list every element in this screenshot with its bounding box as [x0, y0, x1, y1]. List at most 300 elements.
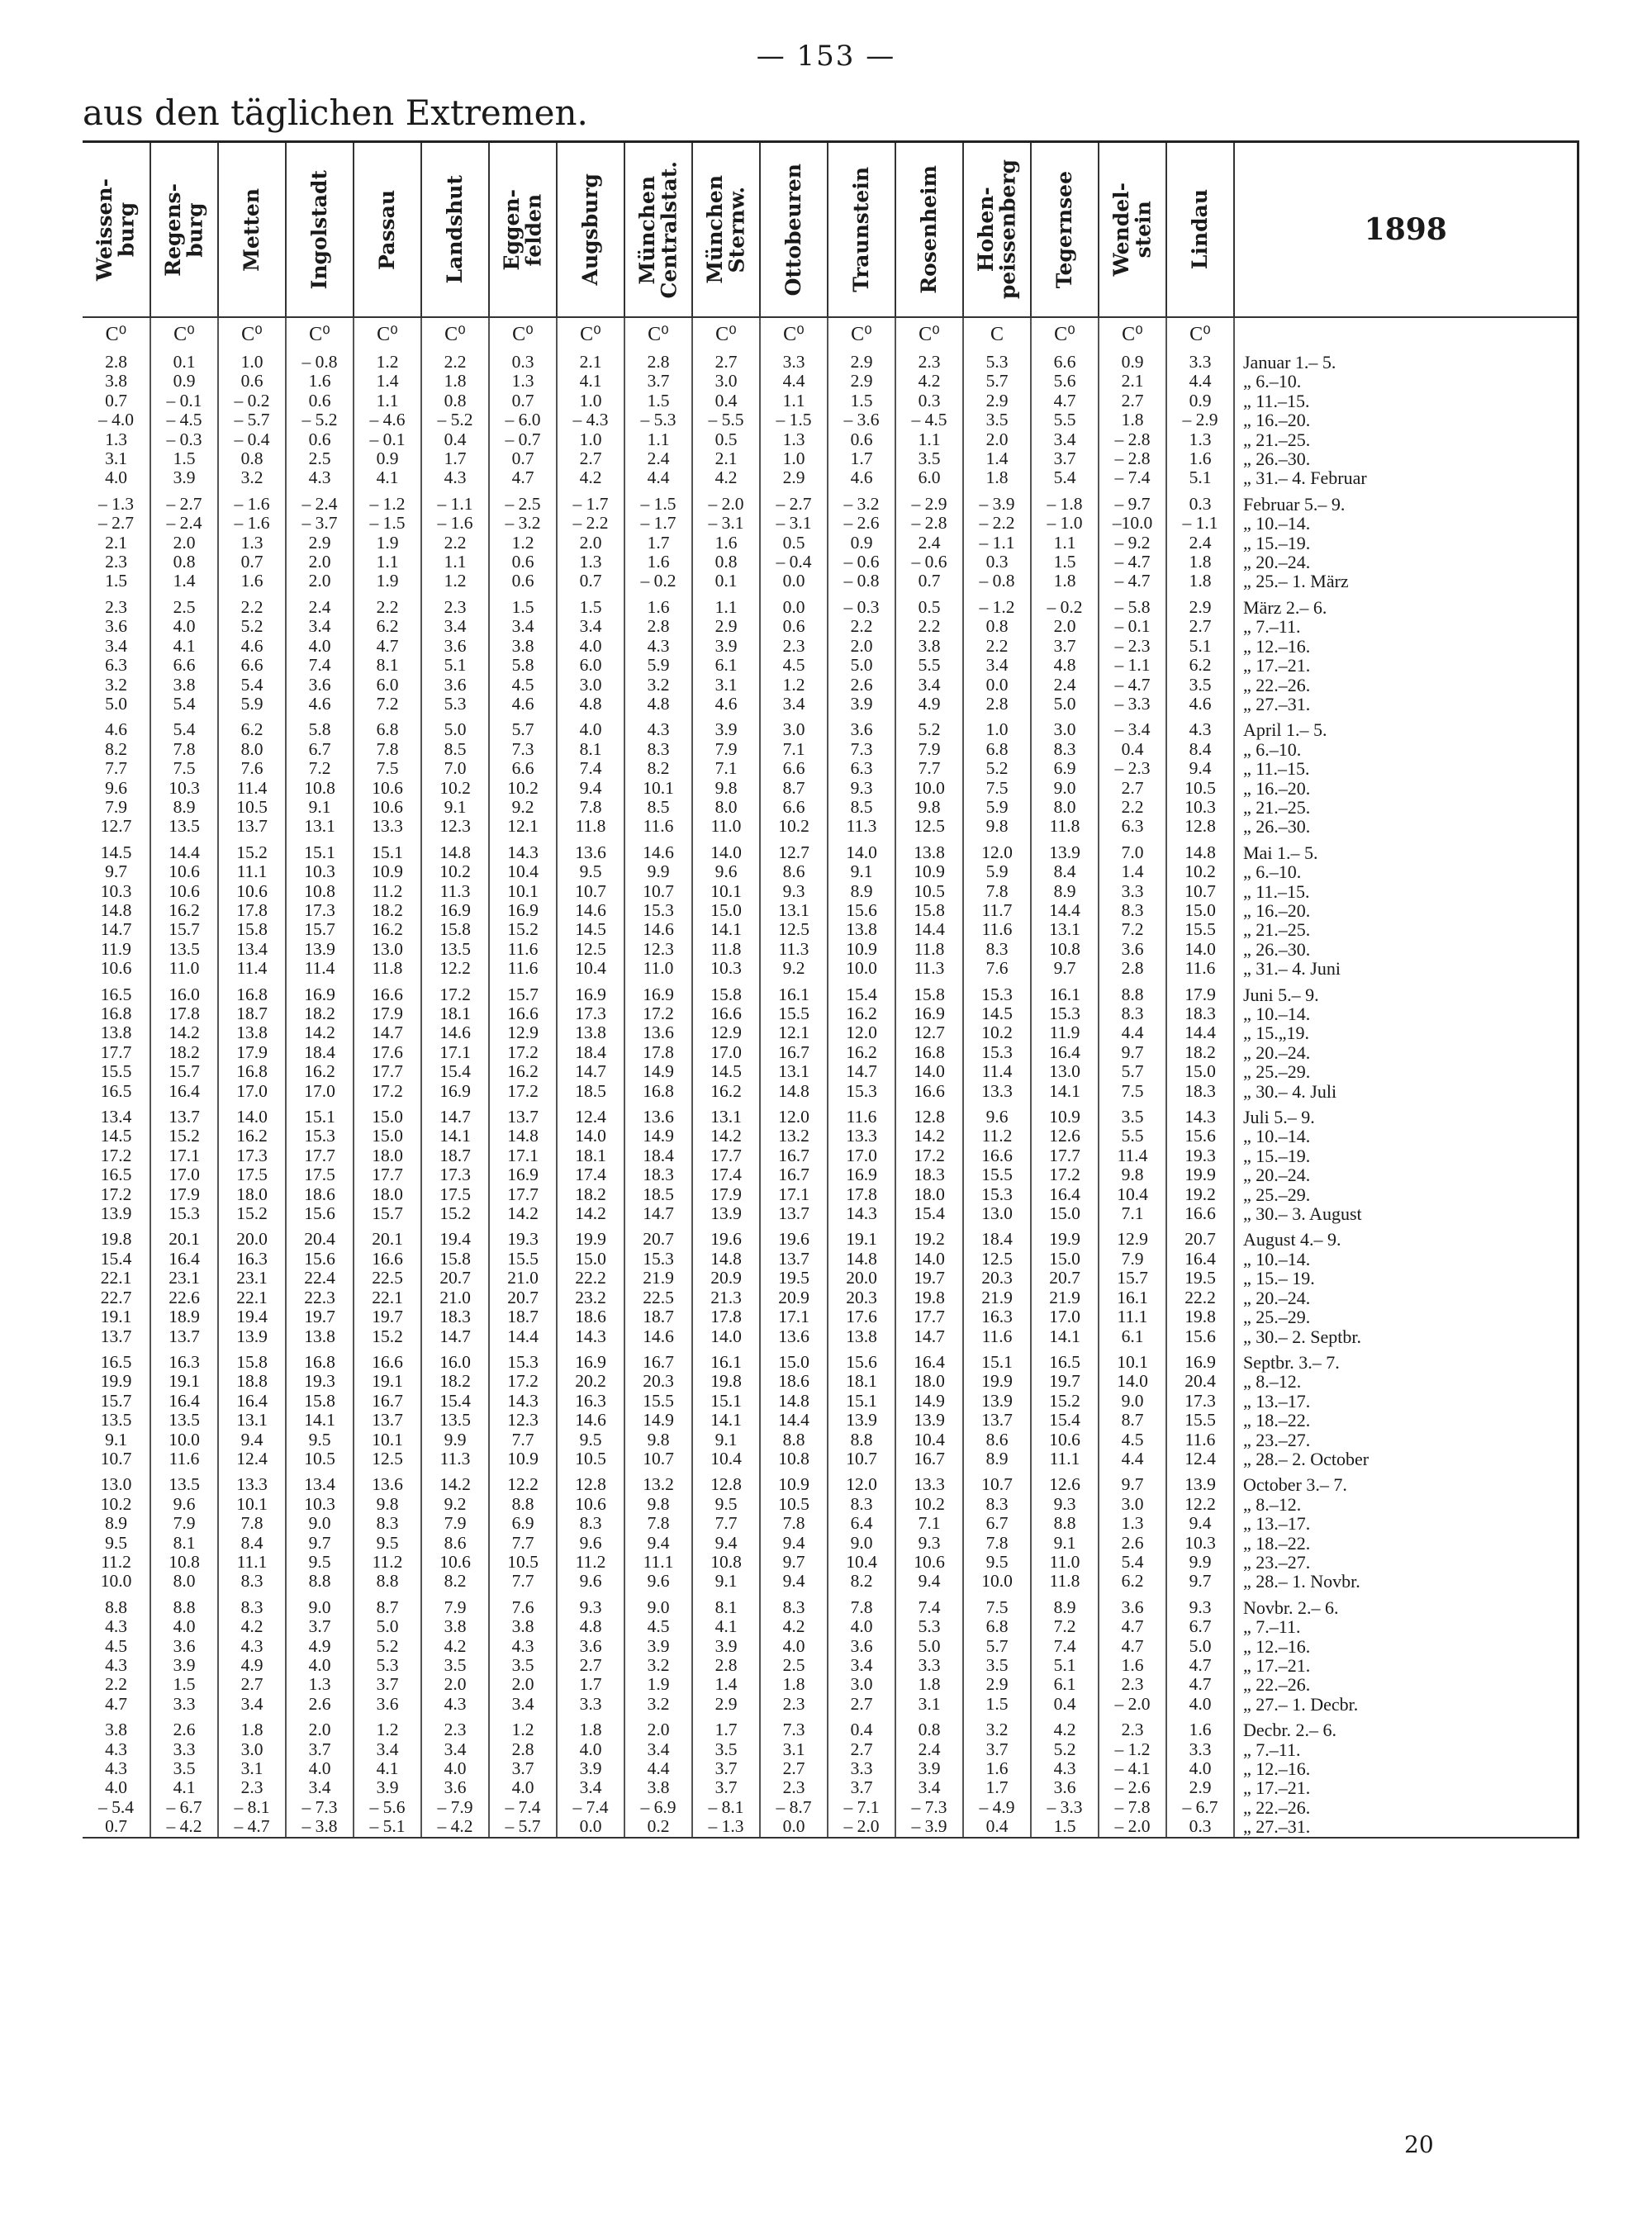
value-cell: 16.6: [692, 1004, 760, 1023]
value-cell: 2.3: [1099, 1720, 1166, 1739]
value-cell: 8.3: [760, 1598, 828, 1617]
period-cell: „ 15.–19.: [1234, 534, 1578, 553]
value-cell: 2.4: [895, 1740, 963, 1759]
value-cell: 17.0: [828, 1146, 895, 1165]
value-cell: 16.9: [489, 901, 557, 920]
value-cell: 14.0: [895, 1062, 963, 1081]
value-cell: 3.0: [1099, 1495, 1166, 1514]
value-cell: 12.0: [963, 843, 1031, 862]
value-cell: 22.1: [100, 1268, 132, 1288]
value-cell: 2.3: [760, 637, 828, 656]
value-cell: – 5.5: [692, 410, 760, 429]
period-cell: Juli 5.– 9.: [1234, 1108, 1578, 1127]
value-cell: 1.5: [624, 391, 692, 410]
value-cell: 0.6: [489, 572, 557, 591]
group-spacer: [83, 714, 1578, 720]
table-row: [83, 1572, 1578, 1591]
value-cell: – 0.1: [1099, 617, 1166, 636]
value-cell: 13.6: [354, 1475, 421, 1494]
value-cell: 3.7: [963, 1740, 1031, 1759]
value-cell: 2.7: [1099, 391, 1166, 410]
value-cell: 9.5: [692, 1495, 760, 1514]
value-cell: 0.8: [150, 553, 218, 572]
value-cell: 12.4: [1166, 1450, 1234, 1468]
value-cell: – 0.6: [828, 553, 895, 572]
table-row: [83, 656, 1578, 675]
value-cell: 8.9: [1031, 882, 1099, 901]
value-cell: 11.8: [557, 817, 624, 836]
value-cell: 18.0: [218, 1185, 286, 1204]
value-cell: – 4.5: [150, 410, 218, 429]
value-cell: 5.7: [963, 372, 1031, 391]
period-cell: „ 7.–11.: [1234, 1617, 1578, 1636]
value-cell: 3.8: [105, 1720, 127, 1740]
value-cell: 3.8: [421, 1617, 489, 1636]
table-row: [83, 449, 1578, 468]
value-cell: 0.3: [1166, 1817, 1234, 1837]
value-cell: 9.6: [624, 1572, 692, 1591]
value-cell: 19.6: [760, 1230, 828, 1249]
value-cell: 0.0: [760, 1817, 828, 1837]
value-cell: 0.6: [218, 372, 286, 391]
value-cell: 2.1: [557, 353, 624, 372]
value-cell: 3.6: [286, 676, 354, 695]
value-cell: 10.6: [557, 1495, 624, 1514]
value-cell: 16.4: [1166, 1250, 1234, 1269]
value-cell: 20.1: [354, 1230, 421, 1249]
value-cell: 2.0: [963, 430, 1031, 449]
value-cell: 17.2: [489, 1372, 557, 1391]
value-cell: 13.4: [218, 940, 286, 959]
value-cell: 17.8: [624, 1043, 692, 1062]
table-row: [83, 1185, 1578, 1204]
period-cell: „ 6.–10.: [1234, 862, 1578, 881]
value-cell: – 2.0: [1099, 1817, 1166, 1837]
value-cell: – 5.2: [421, 410, 489, 429]
value-cell: 1.3: [760, 430, 828, 449]
value-cell: 5.4: [150, 720, 218, 739]
value-cell: 13.7: [354, 1411, 421, 1430]
value-cell: 15.7: [354, 1204, 421, 1223]
value-cell: 3.2: [624, 1656, 692, 1675]
value-cell: 0.7: [83, 1817, 150, 1837]
value-cell: – 7.4: [489, 1798, 557, 1817]
value-cell: 8.2: [105, 738, 127, 759]
value-cell: – 2.0: [1099, 1695, 1166, 1714]
table-row: [83, 468, 1578, 487]
value-cell: 4.9: [895, 695, 963, 714]
value-cell: 10.7: [624, 882, 692, 901]
table-row: [83, 1553, 1578, 1572]
value-cell: 8.5: [624, 798, 692, 817]
value-cell: 1.4: [692, 1675, 760, 1694]
table-row: [83, 1392, 1578, 1411]
period-cell: „ 25.–29.: [1234, 1185, 1578, 1204]
value-cell: 2.9: [963, 391, 1031, 410]
period-cell: „ 25.– 1. März: [1234, 572, 1578, 591]
value-cell: – 3.1: [760, 514, 828, 533]
value-cell: 17.9: [354, 1004, 421, 1023]
period-cell: Juni 5.– 9.: [1234, 985, 1578, 1004]
value-cell: 17.4: [557, 1165, 624, 1184]
value-cell: 16.7: [895, 1450, 963, 1468]
value-cell: 10.6: [218, 882, 286, 901]
value-cell: 4.0: [557, 1740, 624, 1759]
period-cell: „ 7.–11.: [1234, 617, 1578, 636]
table-row: [83, 1165, 1578, 1184]
value-cell: 3.4: [105, 635, 127, 656]
value-cell: 9.0: [286, 1598, 354, 1617]
value-cell: 2.7: [692, 353, 760, 372]
value-cell: 0.3: [489, 353, 557, 372]
value-cell: 12.9: [1099, 1230, 1166, 1249]
value-cell: 9.0: [828, 1534, 895, 1553]
table-row: [83, 1759, 1578, 1778]
value-cell: – 5.4: [98, 1796, 134, 1817]
value-cell: 14.3: [489, 843, 557, 862]
value-cell: 3.6: [150, 1637, 218, 1656]
period-cell: „ 22.–26.: [1234, 1798, 1578, 1817]
value-cell: 9.1: [421, 798, 489, 817]
value-cell: 14.7: [421, 1108, 489, 1127]
value-cell: 15.1: [692, 1392, 760, 1411]
value-cell: – 7.9: [421, 1798, 489, 1817]
value-cell: 0.6: [760, 617, 828, 636]
value-cell: – 7.8: [1099, 1798, 1166, 1817]
value-cell: 10.5: [895, 882, 963, 901]
value-cell: 2.0: [421, 1675, 489, 1694]
station-name: Metten: [239, 187, 263, 272]
value-cell: 10.8: [286, 779, 354, 798]
value-cell: 3.4: [624, 1740, 692, 1759]
value-cell: 6.3: [105, 655, 127, 676]
value-cell: – 6.7: [1166, 1798, 1234, 1817]
value-cell: 9.8: [624, 1431, 692, 1450]
value-cell: 14.0: [895, 1250, 963, 1269]
value-cell: 12.8: [1166, 817, 1234, 836]
value-cell: – 2.2: [963, 514, 1031, 533]
value-cell: 16.0: [150, 985, 218, 1004]
period-cell: „ 17.–21.: [1234, 656, 1578, 675]
value-cell: 17.3: [1166, 1392, 1234, 1411]
value-cell: 4.2: [895, 372, 963, 391]
value-cell: 9.3: [1166, 1598, 1234, 1617]
station-header: [895, 142, 963, 318]
value-cell: 17.7: [286, 1146, 354, 1165]
value-cell: 5.9: [963, 862, 1031, 881]
value-cell: 9.6: [105, 777, 127, 798]
value-cell: 8.2: [624, 759, 692, 778]
value-cell: 12.3: [489, 1411, 557, 1430]
value-cell: 8.6: [760, 862, 828, 881]
value-cell: 6.9: [489, 1514, 557, 1533]
value-cell: 12.2: [421, 959, 489, 978]
value-cell: 2.8: [105, 352, 127, 372]
value-cell: 9.6: [150, 1495, 218, 1514]
value-cell: 8.9: [828, 882, 895, 901]
value-cell: 9.5: [286, 1553, 354, 1572]
period-cell: „ 12.–16.: [1234, 1637, 1578, 1656]
value-cell: 15.0: [557, 1250, 624, 1269]
value-cell: 5.0: [105, 693, 127, 714]
value-cell: 14.2: [286, 1023, 354, 1042]
value-cell: 11.1: [624, 1553, 692, 1572]
value-cell: – 3.2: [828, 495, 895, 514]
value-cell: 4.3: [421, 468, 489, 487]
period-cell: „ 22.–26.: [1234, 1675, 1578, 1694]
value-cell: 5.1: [1166, 637, 1234, 656]
value-cell: 10.3: [286, 1495, 354, 1514]
value-cell: 1.5: [557, 598, 624, 617]
value-cell: 18.3: [1166, 1082, 1234, 1101]
value-cell: 17.7: [895, 1307, 963, 1326]
value-cell: 19.7: [354, 1307, 421, 1326]
value-cell: 15.3: [286, 1127, 354, 1146]
value-cell: 3.4: [218, 1695, 286, 1714]
value-cell: 1.2: [421, 572, 489, 591]
value-cell: – 2.6: [828, 514, 895, 533]
value-cell: 3.4: [963, 656, 1031, 675]
value-cell: 7.7: [489, 1534, 557, 1553]
station-header: [1031, 142, 1099, 318]
value-cell: 14.8: [828, 1250, 895, 1269]
value-cell: 3.2: [624, 1695, 692, 1714]
value-cell: 4.8: [557, 695, 624, 714]
unit-cell: C⁰: [692, 317, 760, 353]
value-cell: 2.3: [895, 353, 963, 372]
value-cell: 5.4: [1099, 1553, 1166, 1572]
value-cell: 11.8: [895, 940, 963, 959]
value-cell: 11.3: [421, 882, 489, 901]
value-cell: 2.7: [557, 449, 624, 468]
table-row: [83, 1372, 1578, 1391]
value-cell: 5.3: [354, 1656, 421, 1675]
value-cell: 8.3: [963, 940, 1031, 959]
value-cell: 17.3: [421, 1165, 489, 1184]
period-cell: Mai 1.– 5.: [1234, 843, 1578, 862]
value-cell: 13.7: [963, 1411, 1031, 1430]
value-cell: 4.0: [286, 637, 354, 656]
value-cell: 8.4: [218, 1534, 286, 1553]
value-cell: 10.6: [150, 862, 218, 881]
table-row: [83, 1230, 1578, 1249]
station-name: Wendel- stein: [1108, 183, 1155, 277]
value-cell: 8.3: [1099, 901, 1166, 920]
value-cell: – 1.0: [1031, 514, 1099, 533]
value-cell: 3.0: [760, 720, 828, 739]
value-cell: 2.7: [828, 1740, 895, 1759]
value-cell: 8.1: [150, 1534, 218, 1553]
value-cell: 4.9: [218, 1656, 286, 1675]
value-cell: 15.7: [1099, 1269, 1166, 1288]
value-cell: – 5.1: [354, 1817, 421, 1837]
value-cell: – 8.1: [692, 1798, 760, 1817]
value-cell: 20.0: [828, 1269, 895, 1288]
value-cell: – 4.6: [354, 410, 421, 429]
value-cell: 0.6: [286, 391, 354, 410]
value-cell: 3.8: [105, 371, 127, 391]
value-cell: 7.1: [1099, 1204, 1166, 1223]
value-cell: 2.6: [150, 1720, 218, 1739]
year-header: 1898: [1234, 142, 1578, 318]
group-spacer: [83, 1592, 1578, 1598]
value-cell: 4.7: [1166, 1675, 1234, 1694]
value-cell: 9.2: [489, 798, 557, 817]
value-cell: 20.4: [286, 1230, 354, 1249]
value-cell: 13.8: [828, 920, 895, 939]
value-cell: – 1.1: [1099, 656, 1166, 675]
value-cell: 10.9: [354, 862, 421, 881]
value-cell: – 2.4: [150, 514, 218, 533]
value-cell: – 3.3: [1099, 695, 1166, 714]
value-cell: – 4.2: [150, 1817, 218, 1837]
value-cell: 12.5: [963, 1250, 1031, 1269]
value-cell: 9.6: [692, 862, 760, 881]
value-cell: 3.4: [489, 617, 557, 636]
table-row: [83, 1675, 1578, 1694]
value-cell: 9.5: [557, 1431, 624, 1450]
station-name: Augsburg: [577, 173, 602, 286]
period-cell: April 1.– 5.: [1234, 720, 1578, 739]
value-cell: 13.7: [100, 1326, 132, 1346]
value-cell: 9.6: [557, 1572, 624, 1591]
value-cell: 20.3: [963, 1269, 1031, 1288]
value-cell: 1.4: [1099, 862, 1166, 881]
value-cell: 17.1: [760, 1307, 828, 1326]
value-cell: 17.3: [557, 1004, 624, 1023]
value-cell: 6.8: [354, 720, 421, 739]
table-row: [83, 1720, 1578, 1739]
value-cell: 11.1: [1099, 1307, 1166, 1326]
value-cell: 4.5: [624, 1617, 692, 1636]
unit-cell: C⁰: [218, 317, 286, 353]
period-cell: „ 20.–24.: [1234, 1288, 1578, 1307]
station-name: Ottobeuren: [781, 163, 805, 297]
value-cell: 2.9: [828, 353, 895, 372]
value-cell: 4.0: [150, 1617, 218, 1636]
value-cell: 20.2: [557, 1372, 624, 1391]
value-cell: 18.6: [557, 1307, 624, 1326]
value-cell: 18.2: [557, 1185, 624, 1204]
value-cell: 7.3: [828, 740, 895, 759]
value-cell: 7.3: [489, 740, 557, 759]
value-cell: 14.9: [624, 1127, 692, 1146]
period-cell: „ 16.–20.: [1234, 779, 1578, 798]
value-cell: – 0.2: [1031, 598, 1099, 617]
value-cell: 2.9: [1166, 1778, 1234, 1797]
value-cell: 16.5: [100, 984, 132, 1004]
value-cell: 10.7: [100, 1448, 132, 1468]
value-cell: – 4.2: [421, 1817, 489, 1837]
value-cell: – 0.4: [760, 553, 828, 572]
value-cell: 2.0: [286, 553, 354, 572]
period-cell: „ 10.–14.: [1234, 1127, 1578, 1146]
value-cell: 4.6: [489, 695, 557, 714]
value-cell: 3.5: [963, 410, 1031, 429]
period-cell: „ 11.–15.: [1234, 759, 1578, 778]
value-cell: 15.5: [1166, 1411, 1234, 1430]
value-cell: 10.8: [286, 882, 354, 901]
value-cell: 2.4: [895, 534, 963, 553]
value-cell: 8.0: [218, 740, 286, 759]
value-cell: 4.3: [421, 1695, 489, 1714]
value-cell: 9.1: [105, 1429, 127, 1450]
value-cell: – 4.3: [557, 410, 624, 429]
value-cell: 5.5: [895, 656, 963, 675]
value-cell: 16.2: [692, 1082, 760, 1101]
table-row: [83, 740, 1578, 759]
value-cell: 10.4: [828, 1553, 895, 1572]
page-number: — 153 —: [756, 40, 896, 73]
value-cell: 9.8: [354, 1495, 421, 1514]
value-cell: 3.4: [895, 1778, 963, 1797]
table-row: [83, 1450, 1578, 1468]
value-cell: 10.8: [692, 1553, 760, 1572]
value-cell: 17.0: [286, 1082, 354, 1101]
value-cell: 3.6: [105, 616, 127, 637]
value-cell: 7.1: [692, 759, 760, 778]
value-cell: 4.2: [218, 1617, 286, 1636]
value-cell: 9.6: [963, 1108, 1031, 1127]
value-cell: 5.0: [828, 656, 895, 675]
value-cell: 14.2: [692, 1127, 760, 1146]
table-row: [83, 1495, 1578, 1514]
value-cell: 15.7: [150, 920, 218, 939]
value-cell: 6.7: [286, 740, 354, 759]
value-cell: 5.1: [1031, 1656, 1099, 1675]
value-cell: 14.5: [557, 920, 624, 939]
value-cell: 17.3: [286, 901, 354, 920]
value-cell: 14.3: [557, 1327, 624, 1346]
table-row: [83, 1637, 1578, 1656]
value-cell: 1.3: [105, 429, 127, 449]
value-cell: 2.8: [624, 617, 692, 636]
value-cell: 14.2: [489, 1204, 557, 1223]
value-cell: – 7.3: [286, 1798, 354, 1817]
unit-cell: C⁰: [760, 317, 828, 353]
table-row: [83, 1288, 1578, 1307]
value-cell: 16.7: [760, 1165, 828, 1184]
unit-row: [83, 317, 1578, 353]
value-cell: 3.7: [286, 1617, 354, 1636]
table-row: [83, 798, 1578, 817]
value-cell: 1.1: [624, 430, 692, 449]
value-cell: 11.3: [895, 959, 963, 978]
value-cell: 6.7: [963, 1514, 1031, 1533]
value-cell: 14.9: [895, 1392, 963, 1411]
value-cell: 10.5: [1166, 779, 1234, 798]
period-cell: „ 8.–12.: [1234, 1495, 1578, 1514]
value-cell: 20.9: [760, 1288, 828, 1307]
period-cell: „ 15.–19.: [1234, 1146, 1578, 1165]
table-row: [83, 1043, 1578, 1062]
value-cell: 12.1: [760, 1023, 828, 1042]
value-cell: 10.8: [1031, 940, 1099, 959]
value-cell: 4.3: [218, 1637, 286, 1656]
value-cell: 8.3: [218, 1598, 286, 1617]
value-cell: 7.8: [150, 740, 218, 759]
group-spacer: [83, 1714, 1578, 1720]
value-cell: 14.5: [100, 1126, 132, 1146]
value-cell: 3.0: [692, 372, 760, 391]
value-cell: 1.0: [963, 720, 1031, 739]
value-cell: – 2.7: [760, 495, 828, 514]
value-cell: 15.2: [218, 843, 286, 862]
value-cell: 3.9: [150, 1656, 218, 1675]
value-cell: 11.2: [354, 1553, 421, 1572]
value-cell: 7.9: [421, 1598, 489, 1617]
value-cell: 16.3: [218, 1250, 286, 1269]
